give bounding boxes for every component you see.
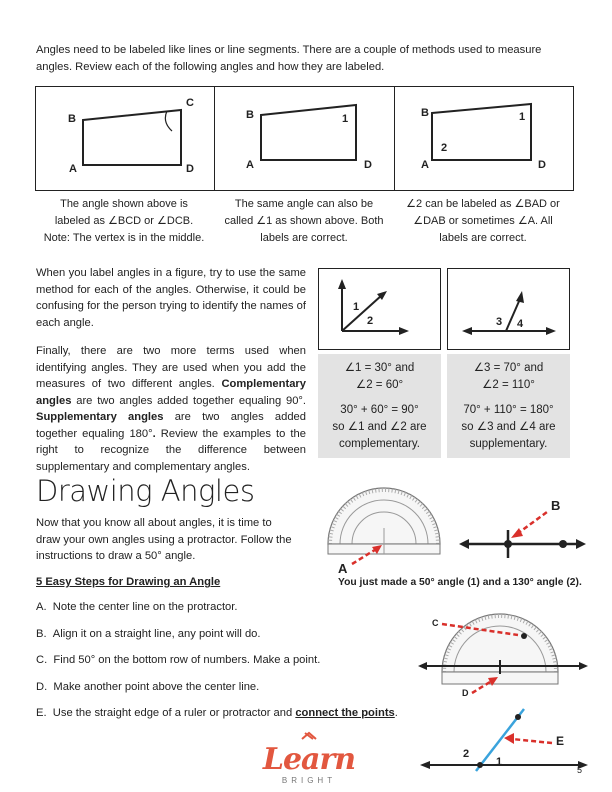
- angle-label-2: 2: [463, 748, 470, 760]
- vertex-label-b: B: [246, 109, 254, 121]
- quadrilateral-figure-2: [214, 87, 394, 190]
- vertex-label-b: B: [421, 107, 429, 119]
- steps-heading: 5 Easy Steps for Drawing an Angle: [36, 576, 221, 588]
- vertex-label-a: A: [421, 159, 429, 171]
- intro-paragraph: Angles need to be labeled like lines or line segments. There are a couple of methods used to measure angles. Review each of the following angles and how they are labeled.: [36, 44, 542, 73]
- learn-bright-logo: [254, 728, 364, 785]
- supplementary-figure-box: [447, 268, 570, 350]
- angle-figures-frame: [35, 86, 574, 191]
- angle-label-4: 4: [517, 318, 524, 330]
- vertex-label-d: D: [538, 159, 546, 171]
- vertex-label-b: B: [68, 113, 76, 125]
- figure-label-c: C: [432, 618, 439, 628]
- step-d: D. Make another point above the center line.: [36, 681, 260, 693]
- vertex-label-d: D: [186, 163, 194, 175]
- complementary-figure-box: [318, 268, 441, 350]
- figure-label-d: D: [462, 688, 469, 698]
- supplementary-example: ∠3 = 70° and ∠2 = 110° 70° + 110° = 180° so ∠3 and ∠4 are supplementary.: [447, 354, 570, 458]
- angle-label-2: 2: [367, 315, 374, 327]
- vertex-label-c: C: [186, 97, 194, 109]
- step-c: C. Find 50° on the bottom row of numbers. Make a point.: [36, 654, 321, 666]
- quadrilateral-figure-3: [394, 87, 573, 190]
- drawing-intro: Now that you know all about angles, it is time to draw your own angles using a protractor. Follow the instructions to draw a 50° angle.: [36, 517, 292, 562]
- complementary-angles-diagram: [319, 269, 440, 349]
- logo-subtitle: BRIGHT: [281, 776, 337, 785]
- protractor-figure: [322, 482, 446, 572]
- align-line-figure: [455, 500, 590, 570]
- protractor-mark-figure: [418, 598, 590, 698]
- step-b: B. Align it on a straight line, any point will do.: [36, 628, 261, 640]
- logo-word: Learn: [262, 742, 356, 777]
- labeling-paragraph: When you label angles in a figure, try to use the same method for each of the angles. Otherwise, it could be confusing for the person trying to identify the names of each angle.: [36, 267, 306, 329]
- terms-paragraph: Finally, there are two more terms used when identifying angles. They are used when you add the measures of two different angles. Complementary angles are two angles added together equaling 90°. Supplementary angles are two angles added together equaling 180°. Review the examples to the right to recognize the difference between supplementary and complementary angles.: [36, 345, 306, 473]
- angle-label-2: 2: [441, 142, 448, 154]
- figure-caption-1: The angle shown above is labeled as ∠BCD or ∠DCB. Note: The vertex is in the middle.: [43, 198, 205, 244]
- page-number: 5: [577, 765, 583, 775]
- step-a: A. Note the center line on the protractor.: [36, 601, 238, 613]
- angle-label-1: 1: [353, 301, 360, 313]
- figure-caption-3: ∠2 can be labeled as ∠BAD or ∠DAB or sometimes ∠A. All labels are correct.: [406, 198, 560, 244]
- step-e: E. Use the straight edge of a ruler or protractor and connect the points.: [36, 707, 398, 719]
- figure-label-b: B: [551, 498, 561, 513]
- logo-mark-icon: [299, 731, 319, 741]
- figure-label-a: A: [338, 561, 348, 576]
- angle-label-1: 1: [496, 756, 503, 768]
- angle-label-3: 3: [496, 316, 503, 328]
- angle-result-note: You just made a 50° angle (1) and a 130° angle (2).: [338, 577, 582, 588]
- vertex-label-a: A: [246, 159, 254, 171]
- vertex-label-a: A: [69, 163, 77, 175]
- section-title: Drawing Angles: [36, 474, 255, 508]
- angle-label-1: 1: [519, 111, 526, 123]
- angle-label-1: 1: [342, 113, 349, 125]
- complementary-example: ∠1 = 30° and ∠2 = 60° 30° + 60° = 90° so ∠1 and ∠2 are complementary.: [318, 354, 441, 458]
- connected-angle-figure: [418, 705, 590, 775]
- figure-caption-2: The same angle can also be called ∠1 as shown above. Both labels are correct.: [224, 198, 384, 244]
- figure-label-e: E: [556, 734, 565, 748]
- vertex-label-d: D: [364, 159, 372, 171]
- supplementary-angles-diagram: [448, 269, 569, 349]
